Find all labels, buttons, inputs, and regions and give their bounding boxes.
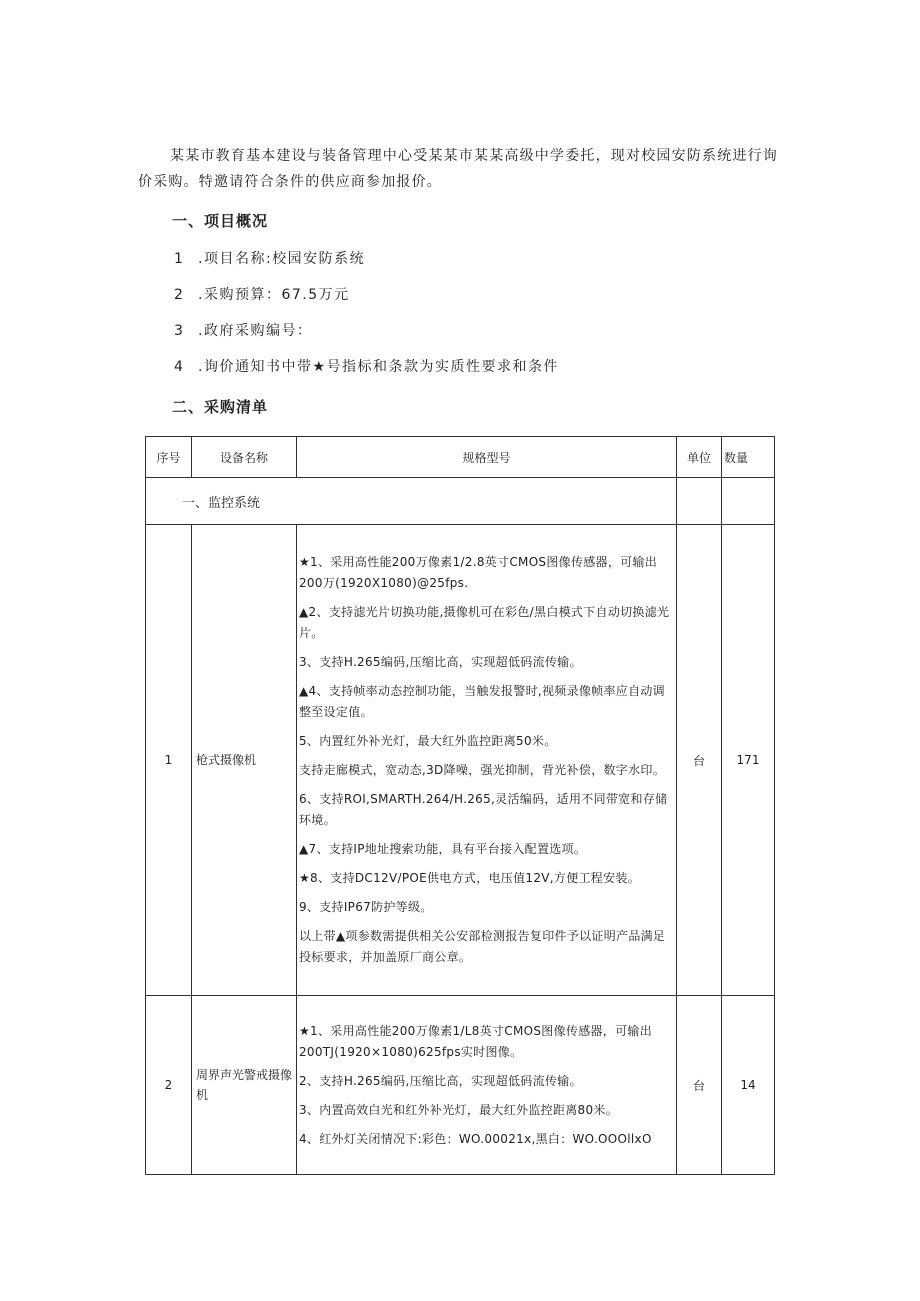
empty-cell — [722, 478, 775, 525]
spec-line: 支持走廊模式，宽动态,3D降噪，强光抑制，背光补偿，数字水印。 — [299, 763, 665, 777]
spec-cell — [297, 996, 677, 1175]
spec-line: ▲4、支持帧率动态控制功能，当触发报警时,视频录像帧率应自动调整至设定值。 — [299, 684, 665, 719]
spec-cell — [297, 525, 677, 996]
spec-line: ▲2、支持滤光片切换功能,摄像机可在彩色/黑白模式下自动切换滤光片。 — [299, 605, 670, 640]
spec-line: 5、内置红外补光灯，最大红外监控距离50米。 — [299, 734, 557, 748]
column-header-name: 设备名称 — [192, 437, 297, 478]
device-name: 周界声光警戒摄像机 — [192, 996, 297, 1175]
section-heading-procurement-list: 二、采购清单 — [172, 398, 269, 416]
spec-line: ▲7、支持IP地址搜索功能，具有平台接入配置选项。 — [299, 842, 587, 856]
spec-line: 2、支持H.265编码,压缩比高，实现超低码流传输。 — [299, 1073, 582, 1088]
device-name: 枪式摄像机 — [192, 525, 297, 996]
column-header-qty: 数量 — [722, 437, 775, 478]
spec-line: 9、支持IP67防护等级。 — [299, 900, 433, 914]
item-text: .采购预算：67.5万元 — [198, 287, 350, 303]
overview-item — [174, 248, 365, 268]
spec-line: 3、内置高效白光和红外补光灯，最大红外监控距离80米。 — [299, 1102, 619, 1117]
spec-line: ★1、采用高性能200万像素1/L8英寸CMOS图像传感器，可输出200TJ(1920×1080)625fps实时图像。 — [299, 1023, 652, 1059]
item-number: 1 — [174, 251, 185, 267]
intro-paragraph: 某某市教育基本建设与装备管理中心受某某市某某高级中学委托，现对校园安防系统进行询价采购。特邀请符合条件的供应商参加报价。 — [138, 148, 778, 190]
group-label: 一、监控系统 — [146, 478, 677, 525]
column-header-spec: 规格型号 — [297, 437, 677, 478]
item-text: .政府采购编号： — [198, 323, 313, 339]
table-header-row — [146, 437, 775, 478]
table-row — [146, 525, 775, 996]
spec-line: 3、支持H.265编码,压缩比高，实现超低码流传输。 — [299, 655, 582, 669]
row-number: 2 — [146, 996, 192, 1175]
column-header-unit: 单位 — [677, 437, 722, 478]
spec-line: ★1、采用高性能200万像素1/2.8英寸CMOS图像传感器，可输出200万(1920X1080)@25fps. — [299, 555, 658, 590]
qty-cell: 14 — [722, 996, 775, 1175]
item-number: 2 — [174, 287, 185, 303]
procurement-table — [145, 436, 775, 1175]
table-row — [146, 996, 775, 1175]
spec-line: ★8、支持DC12V/POE供电方式，电压值12V,方便工程安装。 — [299, 871, 640, 885]
item-text: .询价通知书中带★号指标和条款为实质性要求和条件 — [198, 359, 559, 375]
overview-item — [174, 356, 559, 376]
spec-line: 4、红外灯关闭情况下:彩色：WO.00021x,黑白：WO.OOOllxO — [299, 1131, 652, 1146]
spec-line: 以上带▲项参数需提供相关公安部检测报告复印件予以证明产品满足投标要求，并加盖原厂商公章。 — [299, 929, 666, 964]
overview-item — [174, 284, 350, 304]
unit-cell: 台 — [677, 525, 722, 996]
section-heading-overview: 一、项目概况 — [172, 212, 269, 230]
row-number: 1 — [146, 525, 192, 996]
item-text: .项目名称:校园安防系统 — [198, 251, 366, 267]
column-header-no: 序号 — [146, 437, 192, 478]
empty-cell — [677, 478, 722, 525]
overview-item — [174, 320, 312, 340]
qty-cell: 171 — [722, 525, 775, 996]
table-group-row — [146, 478, 775, 525]
item-number: 3 — [174, 323, 185, 339]
item-number: 4 — [174, 359, 185, 375]
spec-line: 6、支持ROI,SMARTH.264/H.265,灵活编码，适用不同带宽和存储环境。 — [299, 792, 668, 827]
unit-cell: 台 — [677, 996, 722, 1175]
